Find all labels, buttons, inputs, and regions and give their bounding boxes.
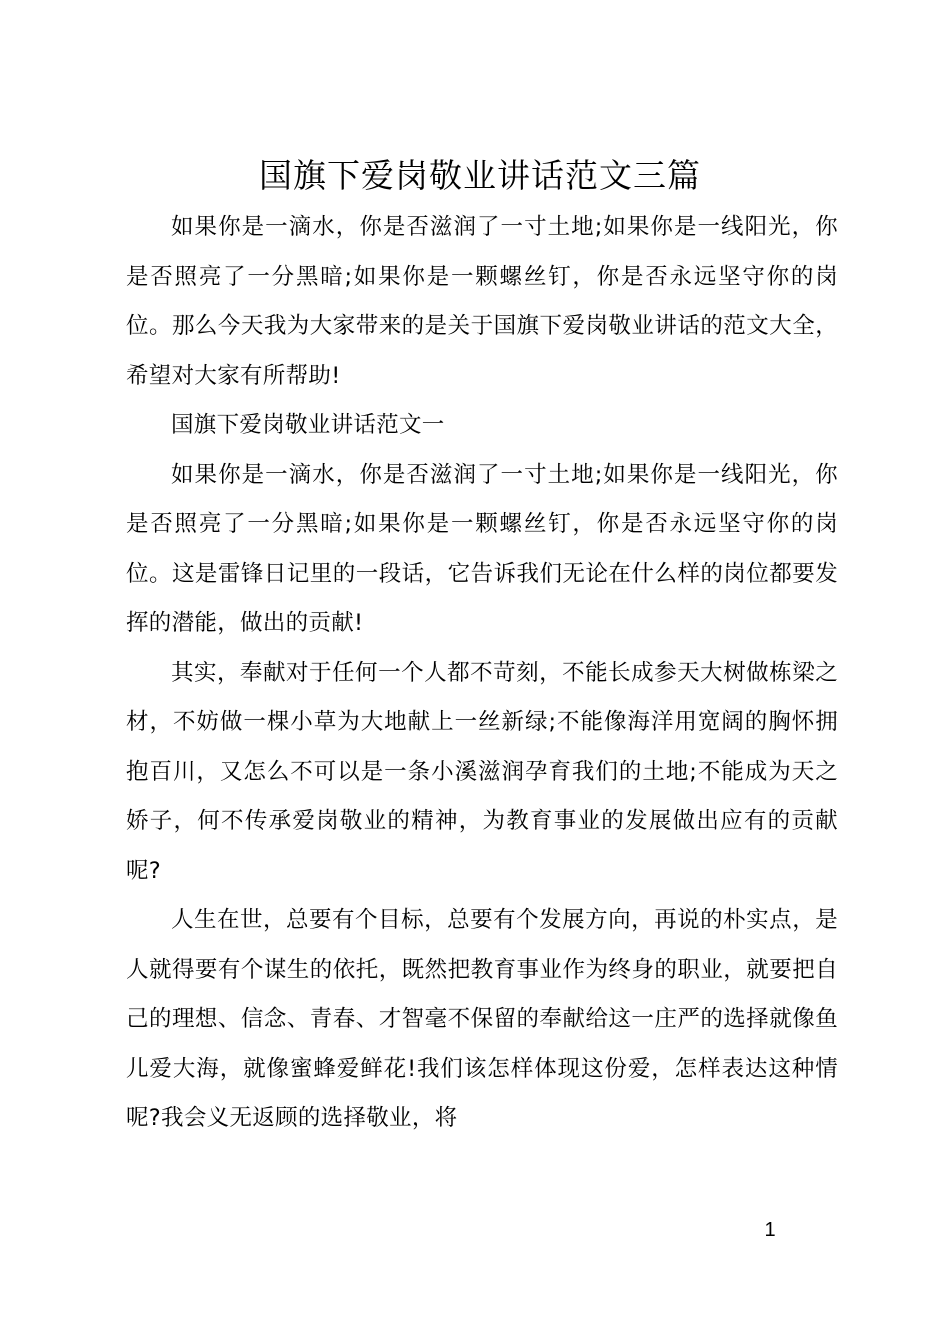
- body-paragraph: 如果你是一滴水，你是否滋润了一寸土地;如果你是一线阳光，你是否照亮了一分黑暗;如果你是一颗螺丝钉，你是否永远坚守你的岗位。这是雷锋日记里的一段话，它告诉我们无论在什么样的岗位都要发挥的潜能，做出的贡献!: [126, 461, 838, 636]
- document-title: 国旗下爱岗敬业讲话范文三篇: [259, 156, 701, 195]
- body-paragraph: 其实，奉献对于任何一个人都不苛刻，不能长成参天大树做栋梁之材，不妨做一棵小草为大地献上一丝新绿;不能像海洋用宽阔的胸怀拥抱百川，又怎么不可以是一条小溪滋润孕育我们的土地;不能成为天之娇子，何不传承爱岗敬业的精神，为教育事业的发展做出应有的贡献呢?: [126, 659, 838, 884]
- section-heading: 国旗下爱岗敬业讲话范文一: [171, 412, 445, 438]
- body-paragraph: 人生在世，总要有个目标，总要有个发展方向，再说的朴实点，是人就得要有个谋生的依托，既然把教育事业作为终身的职业，就要把自己的理想、信念、青春、才智毫不保留的奉献给这一庄严的选择就像鱼儿爱大海，就像蜜蜂爱鲜花!我们该怎样体现这份爱，怎样表达这种情呢?我会义无返顾的选择敬业，将: [126, 907, 838, 1131]
- page-number: 1: [764, 1219, 776, 1241]
- document-body: [126, 203, 838, 1144]
- intro-paragraph: 如果你是一滴水，你是否滋润了一寸土地;如果你是一线阳光，你是否照亮了一分黑暗;如果你是一颗螺丝钉，你是否永远坚守你的岗位。那么今天我为大家带来的是关于国旗下爱岗敬业讲话的范文大全，希望对大家有所帮助!: [126, 214, 838, 389]
